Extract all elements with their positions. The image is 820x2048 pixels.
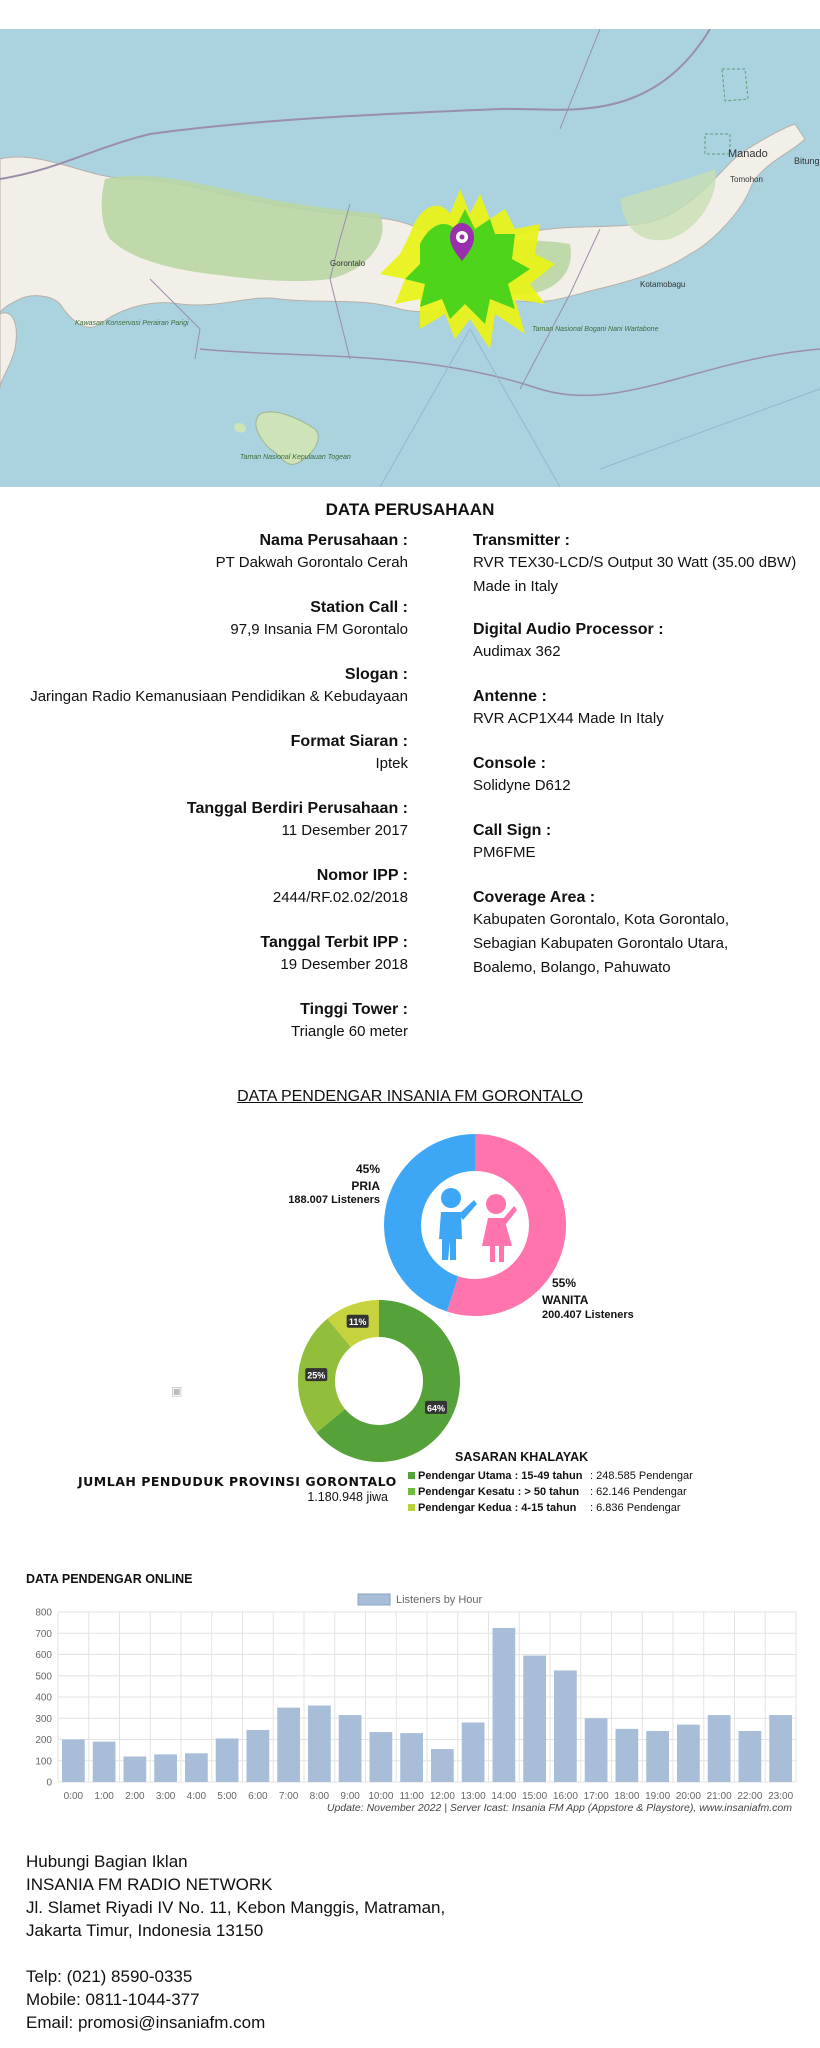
online-title: DATA PENDENGAR ONLINE <box>26 1572 193 1586</box>
bar <box>370 1732 393 1782</box>
company-item: Tinggi Tower : Triangle 60 meter <box>291 1001 408 1040</box>
x-tick-label: 3:00 <box>155 1791 176 1802</box>
bar <box>339 1715 362 1782</box>
company-item: Format Siaran : Iptek <box>290 733 408 772</box>
y-tick-label: 700 <box>35 1628 52 1640</box>
y-tick-label: 100 <box>35 1756 52 1768</box>
company-item: Tanggal Berdiri Perusahaan : 11 Desember 2017 <box>186 800 408 839</box>
chart-legend: Listeners by Hour <box>396 1594 483 1606</box>
bar <box>523 1656 546 1782</box>
target-title: SASARAN KHALAYAK <box>455 1450 589 1464</box>
y-tick-label: 600 <box>35 1650 52 1661</box>
bar <box>400 1733 423 1782</box>
legend-swatch <box>408 1488 415 1495</box>
bar <box>308 1706 331 1783</box>
x-tick-label: 17:00 <box>583 1791 609 1802</box>
bar <box>585 1718 608 1782</box>
company-item: Station Call : 97,9 Insania FM Gorontalo <box>230 599 408 638</box>
company-item: Tanggal Terbit IPP : 19 Desember 2018 <box>260 934 408 973</box>
y-tick-label: 200 <box>35 1735 52 1746</box>
y-tick-label: 800 <box>35 1607 52 1619</box>
x-tick-label: 5:00 <box>217 1791 237 1802</box>
target-row: Pendengar Utama : 15-49 tahun : 248.585 Pendengar <box>408 1468 693 1484</box>
male-count: 188.007 Listeners <box>288 1194 380 1206</box>
company-item: Console : Solidyne D612 <box>473 755 571 794</box>
bar <box>216 1738 239 1782</box>
bar <box>62 1740 85 1783</box>
legend-swatch <box>408 1472 415 1479</box>
mobile-number: Mobile: 0811-1044-377 <box>26 1990 200 2009</box>
map-label-manado: Manado <box>728 148 768 160</box>
x-tick-label: 23:00 <box>768 1791 794 1802</box>
target-legend <box>408 1468 693 1516</box>
map-label-tomohon: Tomohon <box>730 175 763 184</box>
coverage-map <box>0 29 820 487</box>
company-title: DATA PERUSAHAAN <box>325 500 495 519</box>
image-icon: ▣ <box>171 1384 183 1398</box>
x-tick-label: 4:00 <box>186 1791 207 1802</box>
bar <box>708 1715 731 1782</box>
y-tick-label: 500 <box>35 1671 52 1683</box>
company-item: Antenne : RVR ACP1X44 Made In Italy <box>473 688 664 727</box>
x-tick-label: 9:00 <box>340 1791 360 1802</box>
x-tick-label: 1:00 <box>94 1791 114 1802</box>
x-tick-label: 0:00 <box>63 1791 84 1802</box>
bar <box>431 1749 454 1782</box>
bar <box>769 1715 792 1782</box>
listeners-title: DATA PENDENGAR INSANIA FM GORONTALO <box>237 1088 583 1105</box>
x-tick-label: 2:00 <box>125 1791 145 1802</box>
bar <box>462 1723 485 1783</box>
map-label-togean: Taman Nasional Kepulauan Togean <box>240 454 351 461</box>
company-item: Nomor IPP : 2444/RF.02.02/2018 <box>272 867 408 906</box>
online-bar-chart <box>14 1588 804 1818</box>
population-value: 1.180.948 jiwa <box>307 1490 388 1504</box>
bar <box>677 1725 700 1782</box>
x-tick-label: 12:00 <box>429 1791 455 1802</box>
map-label-parigi: Kawasan Konservasi Perairan Parigi <box>75 320 189 327</box>
y-tick-label: 0 <box>46 1777 52 1789</box>
bar <box>646 1731 669 1782</box>
x-tick-label: 8:00 <box>309 1791 330 1802</box>
x-tick-label: 14:00 <box>491 1791 517 1802</box>
company-right-column <box>473 532 813 979</box>
bar <box>154 1754 177 1782</box>
bar <box>277 1708 300 1782</box>
legend-swatch <box>408 1504 415 1511</box>
female-name: WANITA <box>542 1293 589 1307</box>
company-item: Call Sign : PM6FME <box>473 822 552 861</box>
x-tick-label: 10:00 <box>368 1791 394 1802</box>
map-label-gorontalo: Gorontalo <box>330 259 366 268</box>
y-tick-label: 400 <box>35 1692 52 1704</box>
legend-swatch <box>358 1594 390 1605</box>
population-label: JUMLAH PENDUDUK PROVINSI GORONTALO <box>78 1474 397 1489</box>
x-tick-label: 19:00 <box>645 1791 671 1802</box>
map-label-bogani: Taman Nasional Bogani Nani Wartabone <box>532 326 659 333</box>
email-address[interactable]: Email: promosi@insaniafm.com <box>26 2013 266 2032</box>
x-tick-label: 13:00 <box>460 1791 486 1802</box>
company-name: INSANIA FM RADIO NETWORK <box>26 1875 273 1894</box>
bar <box>616 1729 639 1782</box>
company-left-column <box>0 532 408 1068</box>
x-tick-label: 6:00 <box>248 1791 268 1802</box>
male-name: PRIA <box>351 1179 380 1193</box>
contact-heading: Hubungi Bagian Iklan <box>26 1852 188 1871</box>
x-tick-label: 11:00 <box>399 1791 424 1802</box>
target-row: Pendengar Kesatu : > 50 tahun : 62.146 Pendengar <box>408 1484 693 1500</box>
audience-donut-chart <box>298 1300 460 1462</box>
company-item: Slogan : Jaringan Radio Kemanusiaan Pendidikan & Kebudayaan <box>30 666 408 705</box>
y-tick-label: 300 <box>35 1713 52 1725</box>
bar <box>493 1628 516 1782</box>
bar <box>247 1730 270 1782</box>
x-tick-label: 15:00 <box>522 1791 548 1802</box>
slice-value-label: 25% <box>307 1370 326 1381</box>
x-tick-label: 18:00 <box>614 1791 640 1802</box>
address-line-1: Jl. Slamet Riyadi IV No. 11, Kebon Manggis, Matraman, <box>26 1898 446 1917</box>
company-item: Digital Audio Processor : Audimax 362 <box>473 621 664 660</box>
female-pct: 55% <box>552 1276 577 1290</box>
chart-note: Update: November 2022 | Server Icast: Insania FM App (Appstore & Playstore), www.insaniafm.com <box>326 1802 792 1814</box>
company-item: Transmitter : RVR TEX30-LCD/S Output 30 Watt (35.00 dBW) Made in Italy <box>473 532 797 595</box>
map-label-bitung: Bitung <box>794 156 820 166</box>
bar <box>554 1670 577 1782</box>
map-label-kotamobagu: Kotamobagu <box>640 280 686 289</box>
address-line-2: Jakarta Timur, Indonesia 13150 <box>26 1921 264 1940</box>
bar <box>739 1731 762 1782</box>
bar <box>124 1757 147 1783</box>
slice-value-label: 64% <box>426 1403 446 1414</box>
male-pct: 45% <box>355 1162 380 1176</box>
phone-number: Telp: (021) 8590-0335 <box>26 1967 193 1986</box>
x-tick-label: 20:00 <box>675 1791 701 1802</box>
gender-donut-chart <box>384 1134 566 1316</box>
contact-block <box>26 1850 445 2034</box>
company-item: Coverage Area : Kabupaten Gorontalo, Kota Gorontalo, Sebagian Kabupaten Gorontalo Utara, Boalemo, Bolango, Pahuwato <box>473 889 730 976</box>
company-item: Nama Perusahaan : PT Dakwah Gorontalo Cerah <box>215 532 408 571</box>
x-tick-label: 7:00 <box>278 1791 299 1802</box>
bar <box>185 1753 208 1782</box>
x-tick-label: 22:00 <box>737 1791 763 1802</box>
x-tick-label: 16:00 <box>552 1791 578 1802</box>
target-row: Pendengar Kedua : 4-15 tahun : 6.836 Pendengar <box>408 1500 693 1516</box>
slice-value-label: 11% <box>348 1317 367 1328</box>
female-count: 200.407 Listeners <box>542 1309 634 1321</box>
x-tick-label: 21:00 <box>706 1791 732 1802</box>
bar <box>93 1742 116 1782</box>
